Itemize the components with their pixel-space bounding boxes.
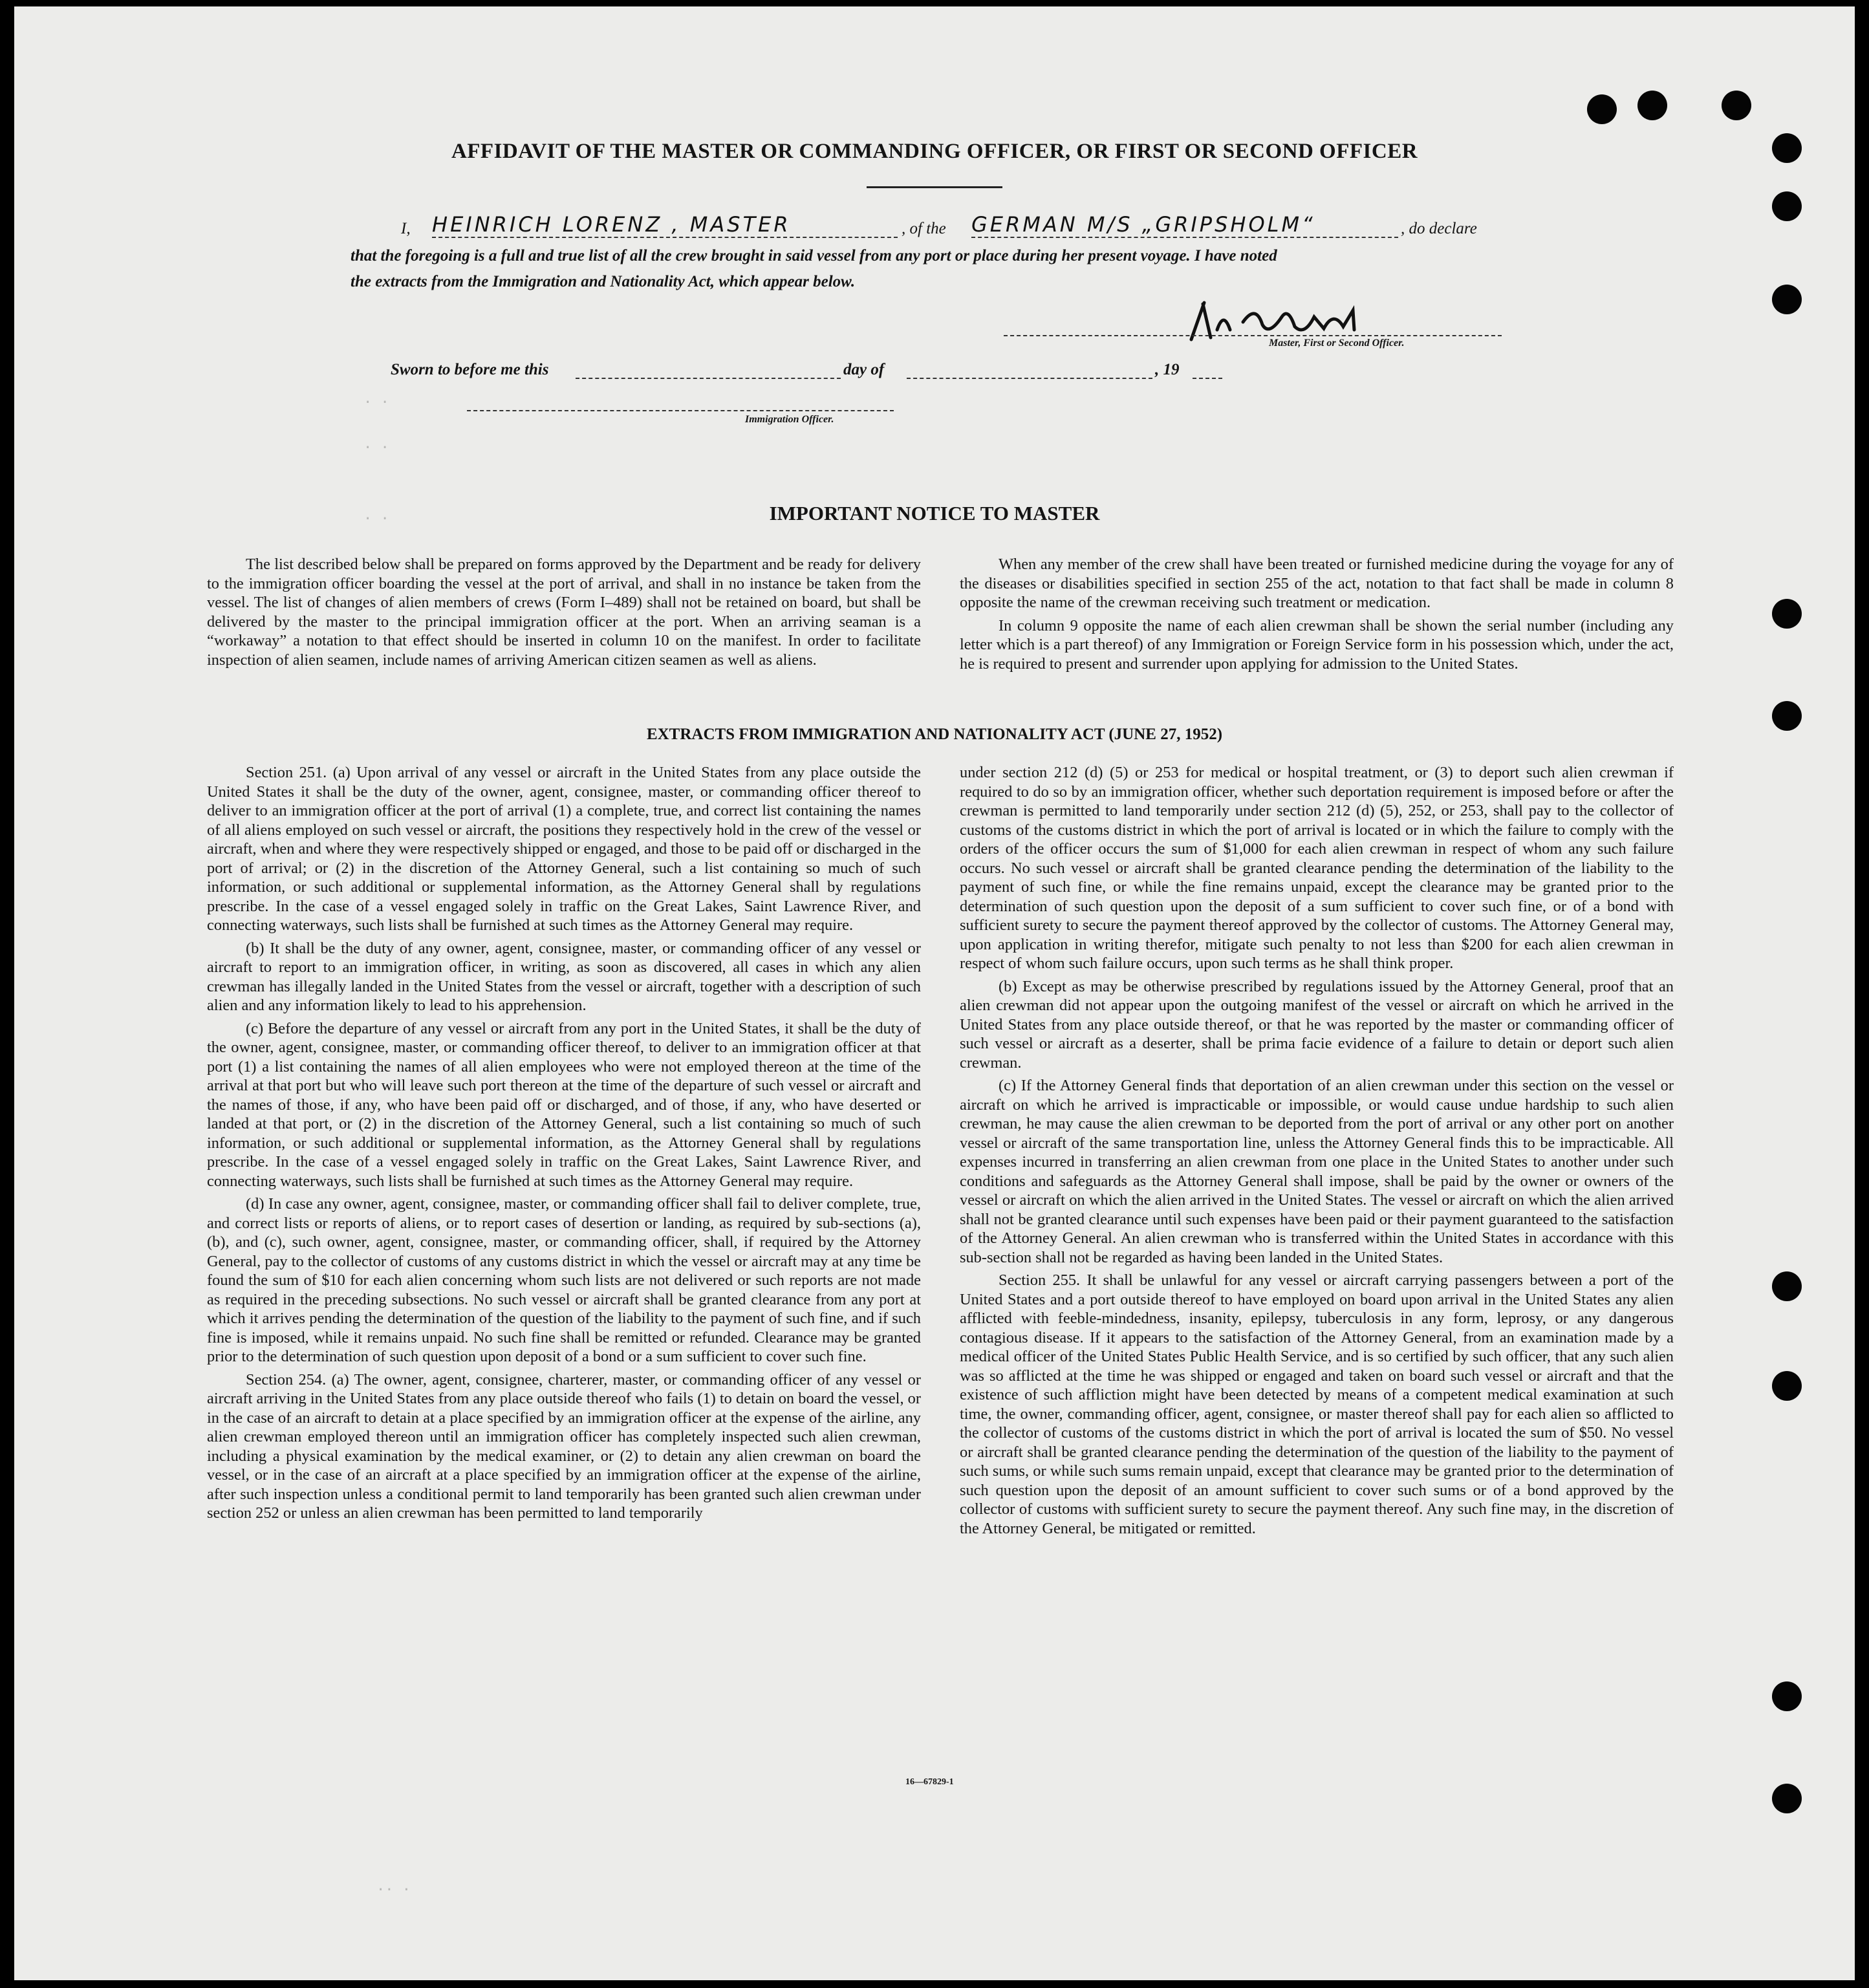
- signature-line: [1004, 335, 1502, 336]
- statute-paragraph: Section 251. (a) Upon arrival of any vessel or aircraft in the United States from any place outside the United States it shall be the duty of the owner, agent, consignee, master, or commanding officer thereof to deliver to an immigration officer at the port of arrival (1) a complete, true, and correct list containing the names of all aliens employed on such vessel or aircraft, the positions they respectively hold in the crew of the vessel or aircraft, when and where they were respectively shipped or engaged, and those to be paid off or discharged in the port of arrival; or (2) in the discretion of the Attorney General, such a list containing so much of such information, or such additional or supplemental information, as the Attorney General shall by regulations prescribe. In the case of a vessel engaged solely in traffic on the Great Lakes, Saint Lawrence River, and connecting waterways, such lists shall be furnished at such times as the Attorney General may require.: [207, 764, 921, 934]
- punch-hole: [1587, 94, 1617, 124]
- form-code: 16—67829-1: [905, 1777, 954, 1787]
- extracts-right-column: [960, 763, 1674, 1542]
- bleed-through-marks: ·· ·: [376, 1882, 411, 1898]
- notice-paragraph: The list described below shall be prepared on forms approved by the Department and be ready for delivery to the immigration officer boarding the vessel at the port of arrival, and shall in no instance be taken from the vessel. The list of changes of alien members of crews (Form I–489) shall not be retained on board, but shall be delivered by the master to the principal immigration officer at the port. When an arriving seaman is a “workaway” a notation to that effect should be inserted in column 10 on the manifest. In order to facilitate inspection of alien seamen, include names of arriving American citizen seamen as well as aliens.: [207, 556, 921, 669]
- statute-paragraph: Section 255. It shall be unlawful for any vessel or aircraft carrying passengers between a port of the United States and a port outside thereof to have employed on board upon arrival in the United States any alien afflicted with feeble-mindedness, insanity, epilepsy, tuberculosis in any form, leprosy, or any dangerous contagious disease. If it appears to the satisfaction of the Attorney General, from an examination made by a medical officer of the United States Public Health Service, and is so certified by such officer, that any such alien was so afflicted at the time he was shipped or engaged and taken on board such vessel or aircraft and that the existence of such affliction might have been detected by means of a competent medical examination at such time, the owner, commanding officer, agent, consignee, or master thereof shall pay for each alien so afflicted to the collector of customs of the customs district in which the port of arrival is located the sum of $50. No vessel or aircraft shall be granted clearance pending the determination of the question of the liability to the payment of such sums, or while such sums remain unpaid, except that clearance may be granted prior to the determination of such question upon the deposit of an amount sufficient to cover such sums or of a bond approved by the collector of customs with sufficient surety to secure the payment thereof. Any such fine may, in the discretion of the Attorney General, be mitigated or remitted.: [960, 1271, 1674, 1537]
- sworn-year-line: [1193, 378, 1222, 379]
- statute-paragraph: under section 212 (d) (5) or 253 for medical or hospital treatment, or (3) to deport such alien crewman if required to do so by an immigration officer, whether such deportation requirement is imposed before or after the crewman is permitted to land temporarily under section 212 (d) (5), 252, or 253, shall pay to the collector of customs of the customs district in which the port of arrival is located or in which the failure to comply with the orders of the officer occurs the sum of $1,000 for each alien crewman in respect of whom any such failure occurs. No such vessel or aircraft shall be granted clearance pending the determination of the liability to the payment of such fine, or while the fine remains unpaid, except the clearance may be granted prior to the determination of such question upon the deposit of a sum sufficient to cover such fine, or of a bond with sufficient surety to secure the payment thereof approved by the collector of customs. The Attorney General may, upon application in writing therefor, mitigate such penalty to not less than $200 for each alien crewman in respect of whom such failure occurs, upon such terms as he shall think proper.: [960, 764, 1674, 972]
- statute-paragraph: (d) In case any owner, agent, consignee, master, or commanding officer shall fail to deliver complete, true, and correct lists or reports of aliens, or to report cases of desertion or landing, as required by sub-sections (a), (b), and (c), such owner, agent, consignee, master, or commanding officer, shall, if required by the Attorney General, pay to the collector of customs of any customs district in which the vessel or aircraft may at any time be found the sum of $10 for each alien concerning whom such lists are not delivered or such reports are not made as required in the preceding subsections. No such vessel or aircraft shall be granted clearance from any port at which it arrives pending the determination of the question of the liability to the payment of such fine, and if such fine is imposed, while it remains unpaid. No such fine shall be remitted or refunded. Clearance may be granted prior to the determination of such question upon deposit of a bond or a sum sufficient to cover such fine.: [207, 1195, 922, 1365]
- notice-title: IMPORTANT NOTICE TO MASTER: [769, 502, 1100, 524]
- master-name-field: HEINRICH LORENZ , MASTER: [432, 212, 791, 237]
- bleed-through-marks: · ·: [363, 440, 389, 456]
- sworn-label: Sworn to before me this: [391, 361, 549, 378]
- bleed-through-marks: · ·: [363, 394, 389, 411]
- punch-hole: [1772, 599, 1802, 629]
- punch-hole: [1772, 1784, 1802, 1813]
- bleed-through-marks: · ·: [363, 511, 389, 527]
- declaration-line-2: the extracts from the Immigration and Nationality Act, which appear below.: [351, 273, 856, 290]
- extracts-title: EXTRACTS FROM IMMIGRATION AND NATIONALITY ACT (JUNE 27, 1952): [646, 726, 1223, 743]
- vessel-underline: [971, 237, 1398, 238]
- of-the-label: , of the: [902, 220, 946, 237]
- day-of-label: day of: [843, 361, 885, 378]
- notice-paragraph: In column 9 opposite the name of each alien crewman shall be shown the serial number (including any letter which is a part thereof) of any Immigration or Foreign Service form in his possession which, under the act, he is required to present and surrender upon applying for admission to the United States.: [960, 616, 1674, 673]
- notice-paragraph: When any member of the crew shall have been treated or furnished medicine during the voyage for any of the diseases or disabilities specified in section 255 of the act, notation to that fact shall be made in column 8 opposite the name of the crewman receiving such treatment or medication.: [960, 556, 1674, 611]
- punch-hole: [1772, 285, 1802, 314]
- i-label: I,: [401, 220, 411, 237]
- year-label: , 19: [1155, 361, 1180, 378]
- title-rule: [867, 186, 1002, 188]
- statute-paragraph: (b) It shall be the duty of any owner, agent, consignee, master, or commanding officer of any vessel or aircraft to report to an immigration officer, in writing, as soon as discovered, all cases in which any alien crewman has illegally landed in the United States from the vessel or aircraft, together with a description of such alien and any information likely to lead to his apprehension.: [207, 939, 921, 1014]
- signature-caption: Master, First or Second Officer.: [1269, 338, 1405, 349]
- statute-paragraph: (b) Except as may be otherwise prescribed by regulations issued by the Attorney General, proof that an alien crewman did not appear upon the outgoing manifest of the vessel or aircraft on which he arrived in the United States from any place outside thereof, or that he was reported by the master or commanding officer of such vessel or aircraft as a deserter, shall be prima facie evidence of a failure to detain or deport such alien crewman.: [960, 977, 1674, 1072]
- punch-hole: [1637, 91, 1667, 120]
- punch-hole: [1772, 1681, 1802, 1711]
- punch-hole: [1772, 1271, 1802, 1301]
- sworn-month-line: [907, 378, 1152, 379]
- punch-hole: [1772, 191, 1802, 221]
- document-page: [14, 6, 1855, 1980]
- notice-left-column: [207, 555, 921, 673]
- officer-signature-line: [467, 410, 894, 411]
- extracts-left-column: [207, 763, 921, 1527]
- statute-paragraph: (c) Before the departure of any vessel or aircraft from any port in the United States, it shall be the duty of the owner, agent, consignee, master, or commanding officer thereof, to deliver to an immigration officer at that port (1) a list containing the names of all alien employees who were not employed thereon at the time of the arrival at that port but who will leave such port thereon at the time of the departure of such vessel or aircraft and the names of those, if any, who have been paid off or discharged, and of those, if any, who have deserted or landed at that port, or (2) in the discretion of the Attorney General, such a list containing so much of such information, or such additional or supplemental information, as the Attorney General shall by regulations prescribe. In the case of a vessel engaged solely in traffic on the Great Lakes, Saint Lawrence River, and connecting waterways, such lists shall be furnished at such times as the Attorney General may require.: [207, 1019, 921, 1190]
- punch-hole: [1722, 91, 1751, 120]
- punch-hole: [1772, 1371, 1802, 1401]
- affidavit-title: AFFIDAVIT OF THE MASTER OR COMMANDING OFFICER, OR FIRST OR SECOND OFFICER: [451, 140, 1418, 163]
- notice-right-column: [960, 555, 1674, 677]
- name-underline: [432, 237, 898, 238]
- sworn-day-line: [576, 378, 841, 379]
- officer-caption: Immigration Officer.: [745, 414, 834, 425]
- do-declare-label: , do declare: [1401, 220, 1477, 237]
- statute-paragraph: (c) If the Attorney General finds that deportation of an alien crewman under this section on the vessel or aircraft on which he arrived is impracticable or impossible, or would cause undue hardship to such alien crewman, he may cause the alien crewman to be deported from the port of arrival or any other port on another vessel or aircraft of the same transportation line, unless the Attorney General finds this to be impracticable. All expenses incurred in transferring an alien crewman from one place in the United States to another under such conditions and safeguards as the Attorney General shall impose, shall be paid by the owner or owners of the vessel or aircraft on which the alien arrived in the United States. The vessel or aircraft on which the alien arrived shall not be granted clearance until such expenses have been paid or their payment guaranteed to the satisfaction of the Attorney General. An alien crewman who is transferred within the United States in accordance with this sub-section shall not be regarded as having been landed in the United States.: [960, 1077, 1674, 1266]
- vessel-field: GERMAN M/S „GRIPSHOLM“: [971, 212, 1315, 237]
- statute-paragraph: Section 254. (a) The owner, agent, consignee, charterer, master, or commanding officer of any vessel or aircraft arriving in the United States from any place outside thereof who fails (1) to detain on board the vessel, or in the case of an aircraft to detain at a place specified by an immigration officer at the expense of the airline, any alien crewman employed thereon until an immigration officer has completely inspected such alien crewman, including a physical examination by the medical examiner, or (2) to detain any alien crewman on board the vessel, or in the case of an aircraft at a place specified by an immigration officer at the expense of the airline, after such inspection unless a conditional permit to land temporarily has been granted such alien crewman under section 252 or unless an alien crewman has been permitted to land temporarily: [207, 1370, 921, 1522]
- declaration-line-1: that the foregoing is a full and true list of all the crew brought in said vessel from any port or place during her present voyage. I have noted: [351, 247, 1277, 265]
